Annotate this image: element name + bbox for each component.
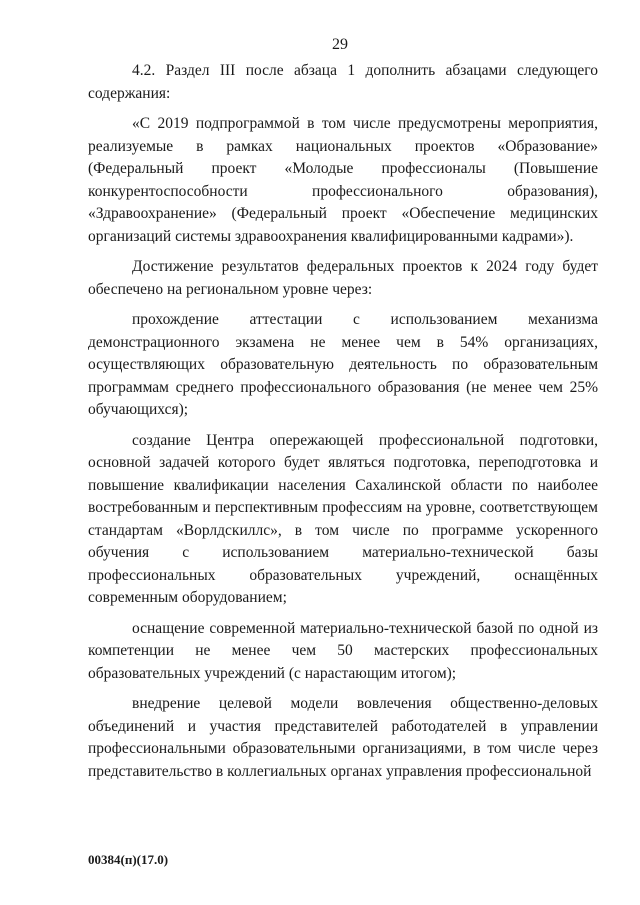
paragraph-section-amendment: 4.2. Раздел III после абзаца 1 дополнить абзацами следующего содержания: [88,62,598,102]
paragraph-training-center: создание Центра опережающей профессиональной подготовки, основной задачей которого будет являться подготовка, переподготовка и повышение квалификации населения Сахалинской области по наиболее востребованным и перспективным профессиям на уровне, соответствующем стандартам «Ворлдскиллс», в том числе по программе ускоренного обучения с использованием материально-технической базы профессиональных образовательных учреждений, оснащённых современным оборудованием; [88,431,598,606]
paragraph-national-projects: «С 2019 подпрограммой в том числе предусмотрены мероприятия, реализуемые в рамках национальных проектов «Образование» (Федеральный проект «Молодые профессионалы (Повышение конкурентоспособности профессионального образования), «Здравоохранение» (Федеральный проект «Обеспечение медицинских организаций системы здравоохранения квалифицированными кадрами»). [88,115,598,245]
document-footer-code: 00384(п)(17.0) [88,852,169,867]
paragraph-target-model: внедрение целевой модели вовлечения общественно-деловых объединений и участия представителей работодателей в управлении профессиональными образовательными организациями, в том числе через представительство в коллегиальных органах управления профессиональной [88,695,598,780]
paragraph-results-achievement: Достижение результатов федеральных проектов к 2024 году будет обеспечено на региональном уровне через: [88,258,598,298]
page-number: 29 [332,36,348,53]
document-body [88,60,598,791]
paragraph-attestation: прохождение аттестации с использованием механизма демонстрационного экзамена не менее чем в 54% организациях, осуществляющих образовательную деятельность по образовательным программам среднего профессионального образования (не менее чем 25% обучающихся); [88,311,598,418]
paragraph-workshops-equipment: оснащение современной материально-технической базой по одной из компетенции не менее чем 50 мастерских профессиональных образовательных учреждений (с нарастающим итогом); [88,619,598,682]
